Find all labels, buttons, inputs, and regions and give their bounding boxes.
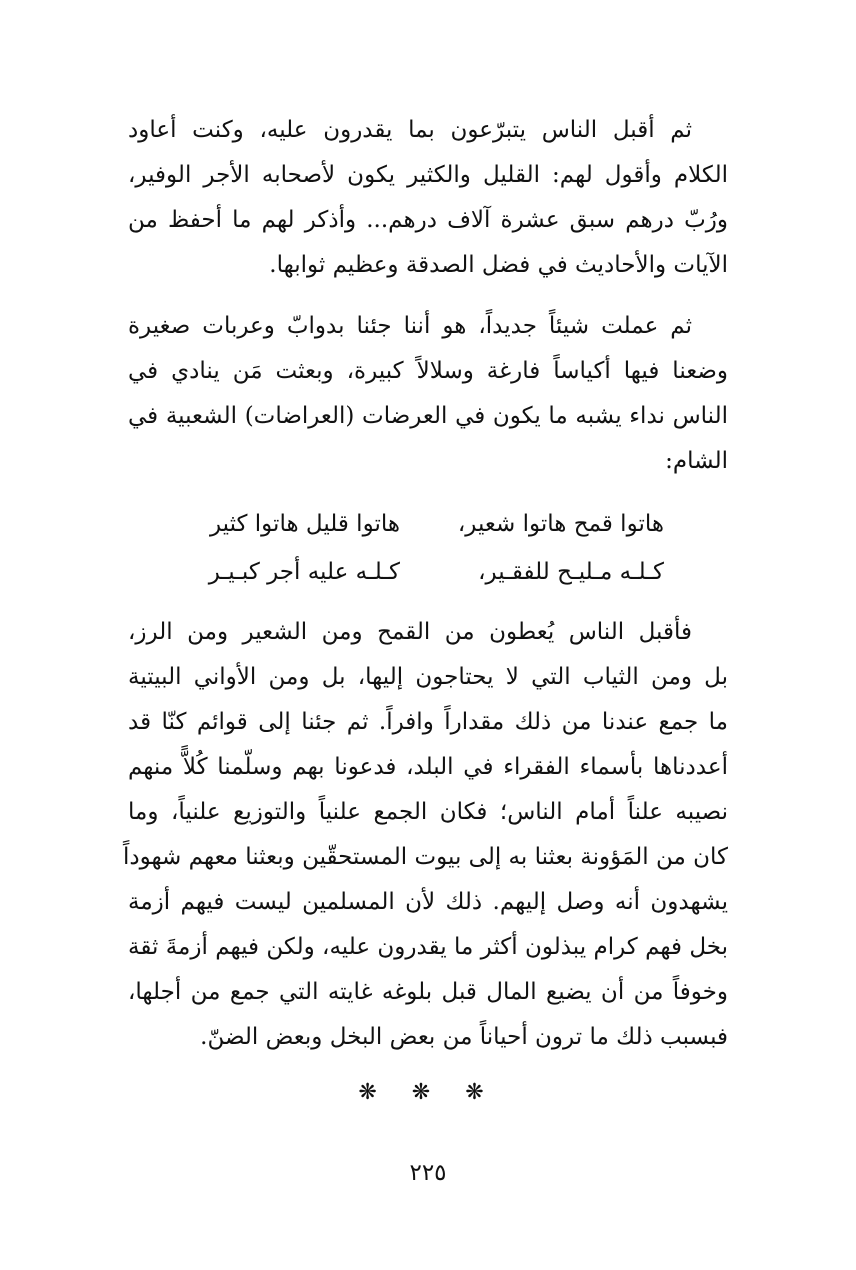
text-line: وضعنا فيها أكياساً فارغة وسلالاً كبيرة، وبعثت مَن ينادي في [128, 358, 728, 384]
poem-second-hemistich: كـلـه عليه أجر كبـيـر [208, 559, 400, 585]
text-line [128, 610, 728, 655]
text-line: يشهدون أنه وصل إليهم. ذلك لأن المسلمين ليست فيهم أزمة [128, 889, 728, 915]
poem-first-hemistich: كـلـه مـليـح للفقـير، [478, 559, 664, 585]
text-line: أعددناها بأسماء الفقراء في البلد، فدعونا بهم وسلّمنا كُلاًّ منهم [128, 754, 728, 780]
text-line: الآيات والأحاديث في فضل الصدقة وعظيم ثوابها. [269, 252, 728, 278]
page-number: ٢٢٥ [409, 1160, 447, 1186]
section-separator: ❋ ❋ ❋ [358, 1080, 498, 1105]
text-line: الكلام وأقول لهم: القليل والكثير يكون لأصحابه الأجر الوفير، [128, 162, 728, 188]
text-line [128, 304, 728, 349]
poem-row [160, 500, 664, 548]
text-line: الشام: [665, 448, 728, 474]
poem-first-hemistich: هاتوا قمح هاتوا شعير، [457, 511, 664, 537]
poem-row [160, 548, 664, 596]
text-line: فبسبب ذلك ما ترون أحياناً من بعض البخل وبعض الضنّ. [200, 1024, 728, 1050]
text-line: وخوفاً من أن يضيع المال قبل بلوغه غايته التي جمع من أجلها، [128, 979, 728, 1005]
poem-verses [160, 500, 664, 596]
line-text: فأقبل الناس يُعطون من القمح ومن الشعير ومن الرز، [128, 619, 692, 645]
text-line [128, 108, 728, 153]
paragraph-donations [128, 108, 728, 288]
line-text: ثم أقبل الناس يتبرّعون بما يقدرون عليه، وكنت أعاود [128, 117, 692, 143]
line-text: ثم عملت شيئاً جديداً، هو أننا جئنا بدوابّ وعربات صغيرة [128, 313, 692, 339]
text-line: ورُبّ درهم سبق عشرة آلاف درهم... وأذكر لهم ما أحفظ من [128, 207, 728, 233]
text-line: نصيبه علناً أمام الناس؛ فكان الجمع علنياً والتوزيع علنياً، وما [128, 799, 728, 825]
text-line: ما جمع عندنا من ذلك مقداراً وافراً. ثم جئنا إلى قوائم كنّا قد [128, 709, 728, 735]
paragraph-new-idea [128, 304, 728, 484]
text-line: بخل فهم كرام يبذلون أكثر ما يقدرون عليه، ولكن فيهم أزمةَ ثقة [128, 934, 728, 960]
poem-second-hemistich: هاتوا قليل هاتوا كثير [209, 511, 400, 537]
text-line: كان من المَؤونة بعثنا به إلى بيوت المستحقّين وبعثنا معهم شهوداً [122, 844, 728, 870]
text-line: الناس نداء يشبه ما يكون في العرضات (العراضات) الشعبية في [128, 403, 728, 429]
text-line: بل ومن الثياب التي لا يحتاجون إليها، بل ومن الأواني البيتية [128, 664, 728, 690]
paragraph-distribution [122, 610, 728, 1060]
